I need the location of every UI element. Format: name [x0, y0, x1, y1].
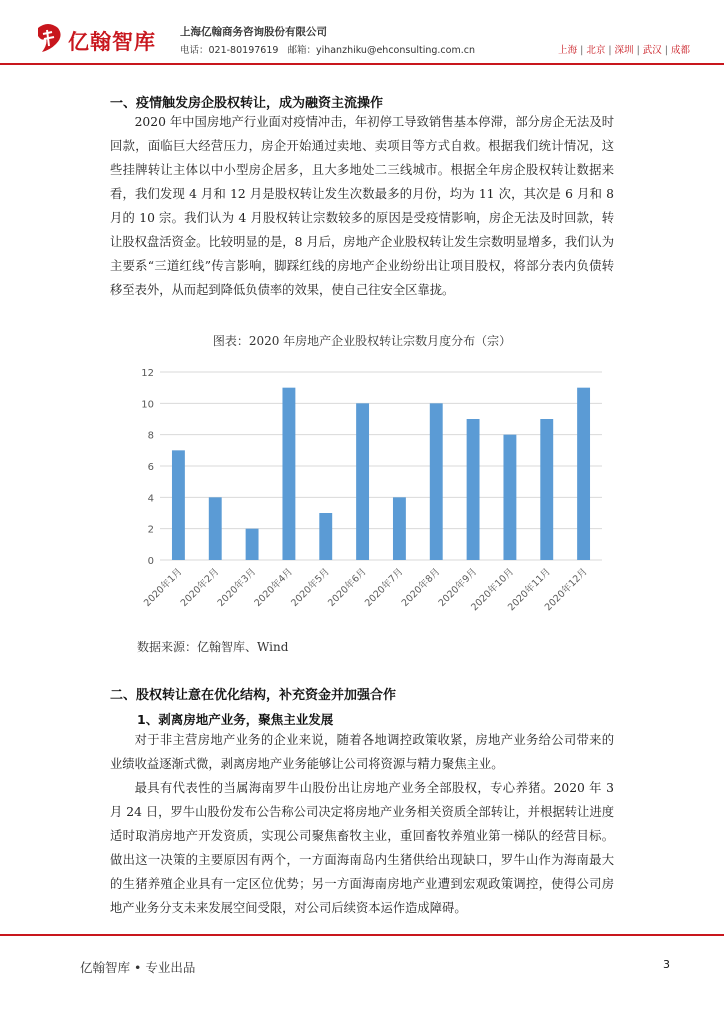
bar	[209, 497, 222, 560]
x-tick-label: 2020年5月	[289, 566, 332, 609]
city: 武汉	[642, 45, 662, 56]
x-tick-label: 2020年7月	[362, 566, 406, 609]
section2-subheading: 1、剥离房地产业务，聚焦主业发展	[137, 712, 334, 727]
x-tick-label: 2020年4月	[252, 566, 296, 609]
bar	[430, 403, 443, 560]
page-number: 3	[663, 958, 670, 971]
y-tick-label: 8	[147, 430, 154, 442]
data-source: 数据来源：亿翰智库、Wind	[137, 640, 289, 654]
y-tick-label: 0	[147, 556, 154, 567]
y-tick-label: 10	[141, 399, 154, 411]
email: 邮箱：yihanzhiku@ehconsulting.com.cn	[287, 45, 475, 56]
y-tick-label: 2	[147, 524, 154, 536]
section1-heading: 一、疫情触发房企股权转让，成为融资主流操作	[110, 96, 384, 111]
bar	[393, 497, 406, 560]
section1-paragraph: 2020 年中国房地产行业面对疫情冲击，年初停工导致销售基本停滞，部分房企无法及时回款，面临巨大经营压力，房企开始通过卖地、卖项目等方式自救。根据我们统计情况，这些挂牌转让主体以中小型房企居多，且大多地处二三线城市。根据全年房企股权转让数据来看，我们发现 4 月和 12 月是股权转让发生次数最多的月份，均为 11 次，其次是 6 月和 8 月的 10 宗。我们认为 4 月股权转让宗数较多的原因是受疫情影响，房企无法及时回款，转让股权盘活资金。比较明显的是，8 月后，房地产企业股权转让发生宗数明显增多，我们认为主要系“三道红线”传言影响，脚踩红线的房地产企业纷纷出让项目股权，将部分表内负债转移至表外，从而起到降低负债率的效果，使自己往安全区靠拢。	[110, 115, 614, 297]
city: 上海	[558, 45, 578, 56]
chart-title: 图表：2020 年房地产企业股权转让宗数月度分布（宗）	[212, 334, 512, 348]
company-name: 上海亿翰商务咨询股份有限公司	[180, 26, 327, 38]
x-tick-label: 2020年11月	[506, 566, 553, 614]
x-tick-label: 2020年6月	[326, 566, 369, 609]
x-tick-label: 2020年8月	[399, 566, 443, 609]
bar	[282, 388, 295, 560]
bar	[319, 513, 332, 560]
y-tick-label: 12	[141, 368, 154, 379]
city: 成都	[670, 45, 690, 56]
header-rule	[0, 63, 724, 65]
bar	[172, 450, 185, 560]
footer-brand: 亿翰智库 • 专业出品	[80, 960, 196, 975]
x-tick-label: 2020年2月	[178, 566, 222, 609]
phone: 电话：021-80197619	[180, 45, 279, 56]
x-tick-label: 2020年1月	[141, 566, 185, 609]
footer-rule	[0, 934, 724, 936]
section2-paragraph-2: 最具有代表性的当属海南罗牛山股份出让房地产业务全部股权，专心养猪。2020 年 3 月 24 日，罗牛山股份发布公告称公司决定将房地产业务相关资质全部转让，并根据转让进度适时取消房地产开发资质，实现公司聚焦畜牧主业，重回畜牧养殖业第一梯队的经营目标。做出这一决策的主要原因有两个，一方面海南岛内生猪供给出现缺口，罗牛山作为海南最大的生猪养殖企业具有一定区位优势；另一方面海南房地产业遭到宏观政策调控，使得公司房地产业务分支未来发展空间受限，对公司后续资本运作造成障碍。	[110, 781, 614, 915]
contact-info	[180, 42, 481, 56]
logo-icon	[34, 22, 64, 56]
bar-chart	[130, 360, 610, 620]
bar	[246, 529, 259, 560]
bar	[540, 419, 553, 560]
x-tick-label: 2020年3月	[215, 566, 259, 609]
x-tick-label: 2020年12月	[542, 566, 590, 614]
x-tick-label: 2020年10月	[469, 566, 517, 614]
bar	[356, 403, 369, 560]
page-header	[34, 20, 690, 60]
x-tick-label: 2020年9月	[436, 566, 480, 609]
y-tick-label: 6	[147, 462, 154, 473]
section2-heading: 二、股权转让意在优化结构，补充资金并加强合作	[110, 688, 397, 703]
y-tick-label: 4	[147, 493, 154, 505]
section2-paragraph-1: 对于非主营房地产业务的企业来说，随着各地调控政策收紧，房地产业务给公司带来的业绩收益逐渐式微，剥离房地产业务能够让公司将资源与精力聚焦主业。	[110, 733, 614, 771]
bar	[503, 435, 516, 560]
city: 北京	[586, 45, 606, 56]
logo	[34, 22, 164, 56]
bar	[577, 388, 590, 560]
city-list: 上海 | 北京 | 深圳 | 武汉 | 成都	[558, 45, 690, 56]
bar	[467, 419, 480, 560]
logo-text: 亿翰智库	[68, 30, 156, 54]
city: 深圳	[614, 45, 634, 56]
